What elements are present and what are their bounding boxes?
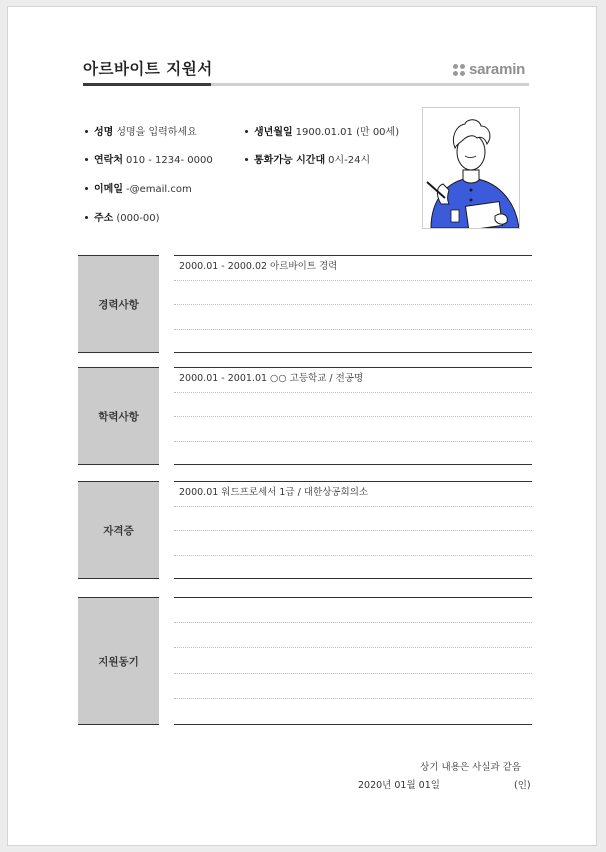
- birth-field[interactable]: [245, 123, 399, 138]
- title-underline-light: [211, 83, 529, 86]
- education-row[interactable]: 2000.01 - 2001.01 ○○ 고등학교 / 전공명: [174, 368, 532, 393]
- email-field[interactable]: [85, 180, 192, 195]
- name-label: 성명: [94, 127, 114, 138]
- certificate-lines: [174, 481, 532, 579]
- email-label: 이메일: [94, 184, 123, 195]
- title-underline-dark: [83, 83, 211, 86]
- phone-field[interactable]: [85, 151, 213, 166]
- address-value[interactable]: (000-00): [116, 213, 160, 224]
- certificate-row[interactable]: [174, 556, 532, 581]
- education-row[interactable]: [174, 417, 532, 442]
- education-row[interactable]: [174, 393, 532, 418]
- bullet-icon: [85, 158, 88, 161]
- bullet-icon: [85, 216, 88, 219]
- motivation-row[interactable]: [174, 598, 532, 623]
- phone-label: 연락처: [94, 155, 123, 166]
- address-field[interactable]: [85, 209, 160, 224]
- person-illustration-icon: [423, 108, 519, 228]
- seal-text: (인): [514, 780, 531, 791]
- address-label: 주소: [94, 213, 114, 224]
- resume-page: [7, 6, 597, 846]
- education-row[interactable]: [174, 442, 532, 467]
- bullet-icon: [85, 187, 88, 190]
- education-section: [78, 367, 532, 465]
- motivation-row[interactable]: [174, 699, 532, 724]
- certificate-section: [78, 481, 532, 579]
- education-label: 학력사항: [78, 367, 159, 465]
- call-time-field[interactable]: [245, 151, 370, 166]
- name-value[interactable]: 성명을 입력하세요: [116, 127, 197, 138]
- career-label: 경력사항: [78, 255, 159, 353]
- bullet-icon: [245, 158, 248, 161]
- certificate-row[interactable]: [174, 531, 532, 556]
- motivation-section: [78, 597, 532, 725]
- bullet-icon: [85, 130, 88, 133]
- education-lines: [174, 367, 532, 465]
- birth-label: 생년월일: [254, 127, 293, 138]
- motivation-row[interactable]: [174, 674, 532, 699]
- bullet-icon: [245, 130, 248, 133]
- birth-value[interactable]: 1900.01.01 (만 00세): [295, 127, 400, 138]
- career-lines: [174, 255, 532, 353]
- career-row[interactable]: [174, 281, 532, 306]
- career-row[interactable]: [174, 305, 532, 330]
- call-time-label: 통화가능 시간대: [254, 155, 326, 166]
- career-row[interactable]: [174, 330, 532, 355]
- career-section: [78, 255, 532, 353]
- saramin-logo: [453, 61, 525, 78]
- applicant-photo[interactable]: [422, 107, 520, 229]
- motivation-label: 지원동기: [78, 597, 159, 725]
- logo-text: saramin: [469, 61, 526, 78]
- motivation-row[interactable]: [174, 623, 532, 648]
- motivation-row[interactable]: [174, 648, 532, 673]
- call-time-value[interactable]: 0시-24시: [328, 155, 371, 166]
- date-text[interactable]: 2020년 01월 01일: [358, 780, 440, 791]
- career-row[interactable]: 2000.01 - 2000.02 아르바이트 경력: [174, 256, 532, 281]
- document-title: 아르바이트 지원서: [83, 60, 213, 78]
- email-value[interactable]: -@email.com: [125, 184, 192, 195]
- phone-value[interactable]: 010 - 1234- 0000: [125, 155, 213, 166]
- certificate-label: 자격증: [78, 481, 159, 579]
- name-field[interactable]: [85, 123, 197, 138]
- logo-dots-icon: [453, 64, 465, 76]
- certificate-row[interactable]: 2000.01 워드프로세서 1급 / 대한상공회의소: [174, 482, 532, 507]
- confirmation-text: 상기 내용은 사실과 같음: [420, 762, 521, 773]
- certificate-row[interactable]: [174, 507, 532, 532]
- motivation-lines: [174, 597, 532, 725]
